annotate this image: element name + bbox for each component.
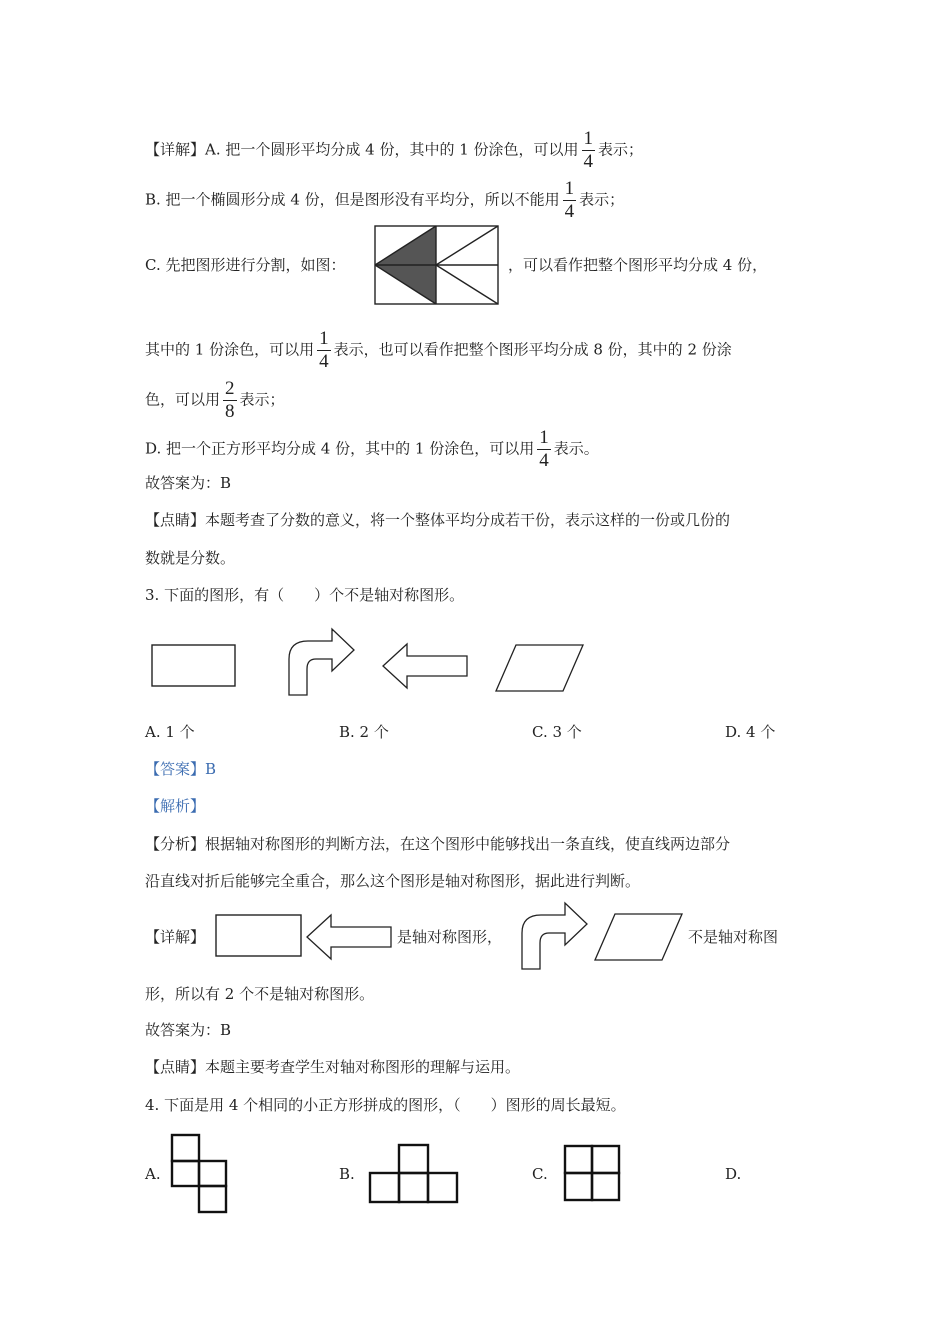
comment-line: 【点睛】本题主要考查学生对轴对称图形的理解与运用。	[145, 1058, 521, 1076]
option-d-line: D. 把一个正方形平均分成 4 份，其中的 1 份涂色，可以用 $\frac{1}{4}$ 表示。	[145, 427, 599, 471]
detail-line-2: 形，所以有 2 个不是轴对称图形。	[145, 985, 375, 1003]
option-c-line: C. 先把图形进行分割，如图：	[145, 256, 346, 274]
q4-option-d: D.	[725, 1165, 742, 1183]
detail-a-line: 【详解】A. 把一个圆形平均分成 4 份，其中的 1 份涂色，可以用 $\frac{1}{4}$ 表示；	[145, 128, 644, 172]
square-figure-c	[563, 1144, 623, 1204]
option-a: A. 1 个	[145, 723, 195, 741]
detail-symmetric-text: 是轴对称图形，	[397, 928, 503, 946]
detail-not-symmetric-text: 不是轴对称图	[688, 928, 779, 946]
fraction: $\frac{1}{4}$	[583, 128, 594, 172]
option-c: C. 3 个	[532, 723, 582, 741]
q4-option-a: A.	[145, 1165, 161, 1183]
curved-arrow-shape	[286, 627, 358, 697]
option-b-line: B. 把一个椭圆形分成 4 份，但是图形没有平均分，所以不能用 $\frac{1}{4}$ 表示；	[145, 178, 625, 222]
option-b: B. 2 个	[339, 723, 389, 741]
option-c-line-3: 色，可以用 $\frac{2}{8}$ 表示；	[145, 378, 285, 422]
parallelogram-shape	[494, 643, 586, 693]
option-c-suffix: ，可以看作把整个图形平均分成 4 份，	[508, 256, 768, 274]
curved-arrow-shape	[519, 901, 591, 971]
square-figure-a	[170, 1133, 230, 1215]
analysis-line-1: 【分析】根据轴对称图形的判断方法，在这个图形中能够找出一条直线，使直线两边部分	[145, 835, 731, 853]
analysis-line-2: 沿直线对折后能够完全重合，那么这个图形是轴对称图形，据此进行判断。	[145, 872, 641, 890]
left-arrow-shape	[305, 913, 395, 961]
fraction: $\frac{2}{8}$	[225, 378, 235, 422]
divided-rectangle-figure	[374, 225, 500, 305]
answer-line: 故答案为：B	[145, 474, 232, 492]
left-arrow-shape	[381, 642, 471, 690]
question-4-stem: 4. 下面是用 4 个相同的小正方形拼成的图形，（ ）图形的周长最短。	[145, 1096, 626, 1114]
comment-line-2: 数就是分数。	[145, 549, 236, 567]
fraction: $\frac{1}{4}$	[564, 178, 575, 222]
final-answer: 故答案为：B	[145, 1021, 232, 1039]
fraction: $\frac{1}{4}$	[319, 328, 329, 372]
question-3-stem: 3. 下面的图形，有（ ）个不是轴对称图形。	[145, 586, 465, 604]
option-d: D. 4 个	[725, 723, 776, 741]
rectangle-shape	[215, 914, 303, 958]
analysis-label: 【解析】	[145, 797, 206, 815]
comment-line-1: 【点睛】本题考查了分数的意义，将一个整体平均分成若干份，表示这样的一份或几份的	[145, 511, 731, 529]
fraction: $\frac{1}{4}$	[539, 427, 549, 471]
option-c-line-2: 其中的 1 份涂色，可以用 $\frac{1}{4}$ 表示，也可以看作把整个图形平均分成 8 份，其中的 2 份涂	[145, 328, 732, 372]
q4-option-b: B.	[339, 1165, 355, 1183]
parallelogram-shape	[593, 912, 685, 962]
rectangle-shape	[151, 644, 237, 688]
detail-label: 【详解】	[145, 928, 206, 946]
square-figure-b	[368, 1143, 462, 1205]
answer-label: 【答案】B	[145, 760, 217, 778]
q4-option-c: C.	[532, 1165, 548, 1183]
